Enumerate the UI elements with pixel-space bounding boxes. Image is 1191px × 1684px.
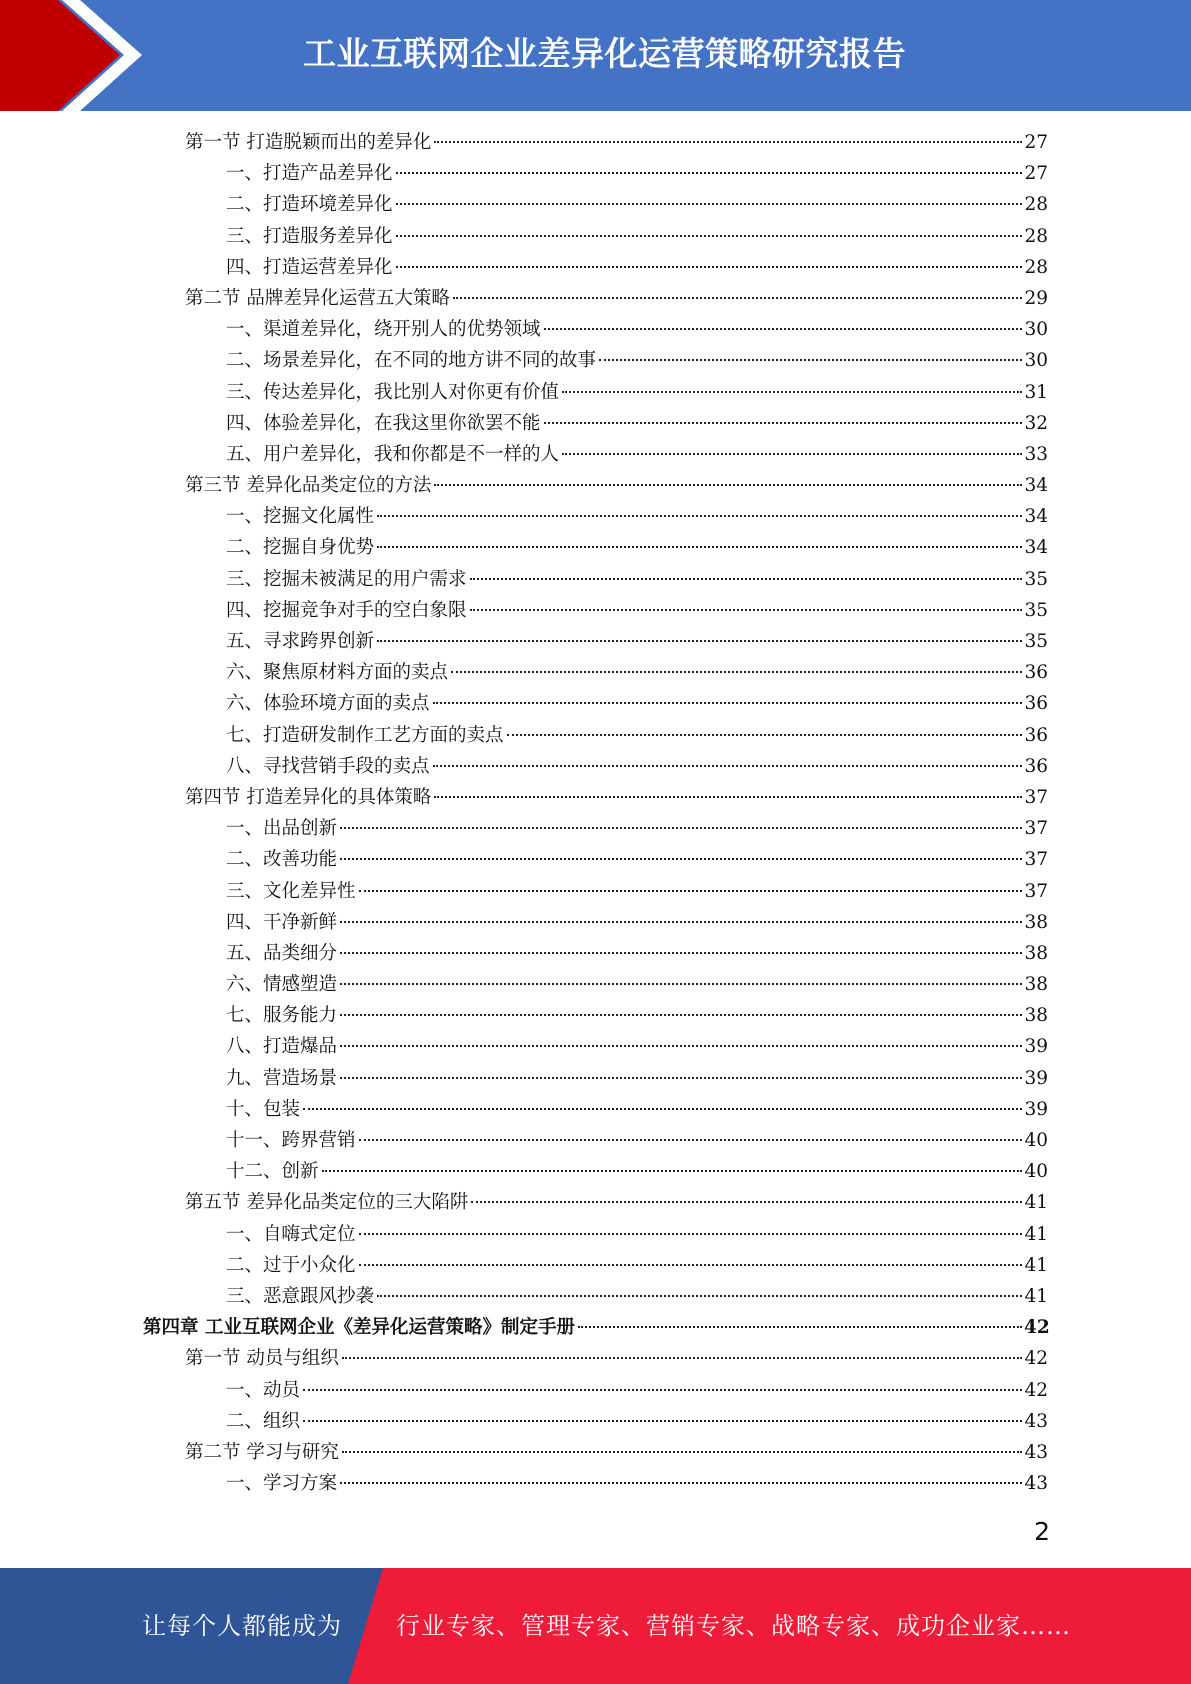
toc-dot-leader — [433, 702, 1022, 704]
toc-dot-leader — [342, 1357, 1022, 1359]
toc-entry-label: 五、寻求跨界创新 — [226, 631, 375, 652]
toc-dot-leader — [451, 671, 1022, 673]
toc-entry[interactable] — [0, 314, 1191, 345]
toc-entry[interactable] — [0, 907, 1191, 938]
toc-dot-leader — [377, 1295, 1022, 1297]
toc-entry[interactable] — [0, 377, 1191, 408]
toc-dot-leader — [396, 235, 1022, 237]
toc-dot-leader — [377, 640, 1022, 642]
toc-dot-leader — [599, 359, 1022, 361]
toc-entry-page: 35 — [1024, 631, 1048, 652]
toc-entry-label: 二、打造环境差异化 — [226, 194, 393, 216]
toc-entry-page: 35 — [1024, 568, 1048, 590]
toc-entry[interactable] — [0, 1468, 1191, 1499]
toc-dot-leader — [544, 422, 1022, 424]
toc-entry-label: 第二节 学习与研究 — [185, 1441, 339, 1463]
toc-entry[interactable] — [0, 1125, 1191, 1156]
toc-dot-leader — [340, 1014, 1022, 1016]
toc-entry-page: 38 — [1024, 942, 1048, 964]
toc-entry-page: 34 — [1024, 475, 1048, 497]
toc-entry-page: 43 — [1024, 1441, 1048, 1463]
toc-entry[interactable] — [0, 782, 1191, 813]
toc-entry[interactable] — [0, 626, 1191, 657]
toc-entry[interactable] — [0, 1281, 1191, 1312]
toc-entry[interactable] — [0, 969, 1191, 1000]
toc-dot-leader — [507, 734, 1022, 736]
toc-entry[interactable] — [0, 127, 1191, 158]
toc-entry-label: 七、打造研发制作工艺方面的卖点 — [226, 724, 504, 746]
toc-entry[interactable] — [0, 1219, 1191, 1250]
toc-entry[interactable] — [0, 876, 1191, 907]
toc-entry-page: 38 — [1024, 974, 1048, 996]
toc-entry-page: 39 — [1024, 1067, 1048, 1089]
toc-entry-label: 二、挖掘自身优势 — [226, 537, 375, 559]
toc-dot-leader — [340, 952, 1022, 954]
toc-entry-label: 一、出品创新 — [226, 818, 338, 840]
toc-dot-leader — [434, 484, 1022, 486]
toc-entry[interactable] — [0, 1375, 1191, 1406]
toc-entry-label: 二、改善功能 — [226, 849, 338, 871]
toc-dot-leader — [562, 391, 1022, 393]
toc-entry-page: 41 — [1024, 1223, 1048, 1245]
toc-entry-page: 30 — [1024, 350, 1048, 372]
toc-dot-leader — [433, 765, 1022, 767]
toc-entry-label: 第二节 品牌差异化运营五大策略 — [185, 287, 450, 309]
toc-entry-label: 第一节 动员与组织 — [185, 1348, 339, 1370]
toc-entry-page: 37 — [1024, 880, 1048, 902]
toc-entry[interactable] — [0, 1031, 1191, 1062]
toc-entry-page: 37 — [1024, 818, 1048, 840]
toc-dot-leader — [359, 1264, 1022, 1266]
toc-entry-page: 34 — [1024, 537, 1048, 559]
footer-slogan-right: 行业专家、管理专家、营销专家、战略专家、成功企业家…… — [396, 1612, 1071, 1640]
toc-entry-label: 五、品类细分 — [226, 942, 338, 964]
toc-entry-label: 七、服务能力 — [226, 1005, 338, 1027]
toc-entry[interactable] — [0, 813, 1191, 844]
toc-entry-label: 四、体验差异化，在我这里你欲罢不能 — [226, 412, 541, 434]
toc-dot-leader — [342, 1451, 1022, 1453]
toc-dot-leader — [562, 453, 1022, 455]
toc-entry-page: 31 — [1024, 381, 1048, 403]
toc-entry[interactable] — [0, 408, 1191, 439]
toc-entry-label: 第三节 差异化品类定位的方法 — [185, 475, 432, 497]
toc-entry[interactable] — [0, 501, 1191, 532]
toc-entry-page: 28 — [1024, 256, 1048, 278]
toc-dot-leader — [340, 1077, 1022, 1079]
toc-dot-leader — [359, 1139, 1022, 1141]
toc-entry-page: 36 — [1024, 662, 1048, 684]
toc-entry-label: 三、文化差异性 — [226, 880, 356, 902]
toc-entry[interactable] — [0, 688, 1191, 719]
toc-entry-page: 29 — [1024, 287, 1048, 309]
toc-entry-page: 39 — [1024, 1036, 1048, 1058]
toc-entry-label: 一、自嗨式定位 — [226, 1223, 356, 1245]
toc-entry[interactable] — [0, 1343, 1191, 1374]
toc-entry[interactable] — [0, 1437, 1191, 1468]
toc-dot-leader — [544, 328, 1022, 330]
toc-entry-label: 三、打造服务差异化 — [226, 225, 393, 247]
toc-entry-label: 三、挖掘未被满足的用户需求 — [226, 568, 467, 590]
toc-entry-page: 27 — [1024, 163, 1048, 185]
toc-entry-page: 37 — [1024, 786, 1048, 808]
toc-entry[interactable] — [0, 1406, 1191, 1437]
toc-dot-leader — [470, 578, 1022, 580]
toc-entry[interactable] — [0, 252, 1191, 283]
toc-entry-label: 四、干净新鲜 — [226, 911, 338, 933]
toc-entry[interactable] — [0, 439, 1191, 470]
toc-entry-page: 36 — [1024, 755, 1048, 777]
footer-slogan-left: 让每个人都能成为 — [142, 1612, 342, 1640]
toc-entry-label: 十、包装 — [226, 1098, 301, 1120]
toc-dot-leader — [303, 1389, 1022, 1391]
table-of-contents — [0, 127, 1191, 1499]
toc-entry-page: 27 — [1024, 132, 1048, 153]
toc-entry[interactable] — [0, 564, 1191, 595]
toc-entry[interactable] — [0, 1250, 1191, 1281]
toc-entry-page: 33 — [1024, 443, 1048, 465]
toc-entry-page: 37 — [1024, 849, 1048, 871]
toc-entry[interactable] — [0, 657, 1191, 688]
toc-entry-label: 一、挖掘文化属性 — [226, 506, 375, 528]
toc-entry-label: 三、恶意跟风抄袭 — [226, 1285, 375, 1307]
toc-entry-page: 42 — [1024, 1348, 1048, 1370]
toc-dot-leader — [377, 515, 1022, 517]
toc-dot-leader — [453, 297, 1022, 299]
toc-dot-leader — [434, 141, 1022, 143]
toc-entry-label: 第五节 差异化品类定位的三大陷阱 — [185, 1192, 469, 1214]
toc-entry-label: 十一、跨界营销 — [226, 1130, 356, 1151]
toc-entry[interactable] — [0, 221, 1191, 252]
toc-entry-page: 43 — [1024, 1410, 1048, 1432]
toc-entry-label: 一、渠道差异化，绕开别人的优势领域 — [226, 319, 541, 341]
toc-entry-label: 二、场景差异化，在不同的地方讲不同的故事 — [226, 350, 597, 372]
toc-dot-leader — [396, 203, 1022, 205]
toc-entry[interactable] — [0, 1000, 1191, 1031]
toc-entry-page: 42 — [1024, 1379, 1048, 1401]
toc-entry[interactable] — [0, 283, 1191, 314]
toc-dot-leader — [340, 827, 1022, 829]
page-header — [0, 0, 1191, 111]
toc-entry-label: 第四章 工业互联网企业《差异化运营策略》制定手册 — [143, 1317, 575, 1339]
toc-dot-leader — [303, 1108, 1022, 1110]
toc-dot-leader — [359, 1233, 1022, 1235]
toc-entry-page: 41 — [1024, 1254, 1048, 1276]
toc-entry[interactable] — [0, 345, 1191, 376]
toc-entry[interactable] — [0, 844, 1191, 875]
toc-entry[interactable] — [0, 1312, 1191, 1343]
toc-entry-page: 39 — [1024, 1098, 1048, 1120]
toc-entry-page: 28 — [1024, 194, 1048, 216]
toc-entry-label: 二、过于小众化 — [226, 1254, 356, 1276]
toc-dot-leader — [322, 1170, 1022, 1172]
toc-entry[interactable] — [0, 158, 1191, 189]
toc-entry-page: 35 — [1024, 599, 1048, 621]
toc-entry-label: 一、学习方案 — [226, 1473, 338, 1495]
toc-entry-label: 第四节 打造差异化的具体策略 — [185, 786, 432, 808]
toc-entry-page: 42 — [1024, 1317, 1050, 1339]
toc-entry-label: 六、聚焦原材料方面的卖点 — [226, 662, 449, 684]
toc-entry-label: 九、营造场景 — [226, 1067, 338, 1089]
toc-dot-leader — [434, 796, 1022, 798]
toc-entry-page: 28 — [1024, 225, 1048, 247]
toc-entry-label: 三、传达差异化，我比别人对你更有价值 — [226, 381, 560, 403]
toc-entry[interactable] — [0, 470, 1191, 501]
toc-dot-leader — [303, 1420, 1022, 1422]
toc-dot-leader — [578, 1326, 1022, 1328]
toc-entry[interactable] — [0, 595, 1191, 626]
toc-dot-leader — [359, 890, 1022, 892]
toc-dot-leader — [340, 983, 1022, 985]
toc-entry-label: 二、组织 — [226, 1410, 301, 1432]
toc-dot-leader — [470, 609, 1022, 611]
toc-entry-label: 五、用户差异化，我和你都是不一样的人 — [226, 443, 560, 465]
toc-entry-label: 六、体验环境方面的卖点 — [226, 693, 430, 715]
toc-entry-label: 第一节 打造脱颖而出的差异化 — [185, 132, 432, 153]
toc-entry-page: 40 — [1024, 1161, 1048, 1183]
toc-entry-label: 六、情感塑造 — [226, 974, 338, 996]
toc-dot-leader — [340, 921, 1022, 923]
toc-entry[interactable] — [0, 189, 1191, 220]
page-number: 2 — [1034, 1517, 1050, 1546]
toc-entry-label: 四、挖掘竞争对手的空白象限 — [226, 599, 467, 621]
toc-entry-page: 30 — [1024, 319, 1048, 341]
toc-entry[interactable] — [0, 1187, 1191, 1218]
toc-dot-leader — [340, 1045, 1022, 1047]
toc-entry-page: 38 — [1024, 1005, 1048, 1027]
toc-entry[interactable] — [0, 751, 1191, 782]
toc-entry-label: 八、打造爆品 — [226, 1036, 338, 1058]
toc-entry-page: 43 — [1024, 1473, 1048, 1495]
toc-entry-label: 一、打造产品差异化 — [226, 163, 393, 185]
toc-entry[interactable] — [0, 1063, 1191, 1094]
toc-dot-leader — [340, 858, 1022, 860]
toc-entry-page: 32 — [1024, 412, 1048, 434]
toc-entry-page: 36 — [1024, 693, 1048, 715]
toc-entry-label: 十二、创新 — [226, 1161, 319, 1183]
toc-entry[interactable] — [0, 720, 1191, 751]
toc-dot-leader — [396, 172, 1022, 174]
toc-entry-page: 40 — [1024, 1130, 1048, 1151]
toc-entry-page: 41 — [1024, 1285, 1048, 1307]
toc-entry-page: 41 — [1024, 1192, 1048, 1214]
toc-entry-page: 34 — [1024, 506, 1048, 528]
toc-entry-label: 八、寻找营销手段的卖点 — [226, 755, 430, 777]
toc-dot-leader — [471, 1201, 1022, 1203]
toc-entry[interactable] — [0, 938, 1191, 969]
toc-dot-leader — [377, 546, 1022, 548]
toc-dot-leader — [340, 1482, 1022, 1484]
toc-entry[interactable] — [0, 1094, 1191, 1125]
toc-entry[interactable] — [0, 1156, 1191, 1187]
toc-entry-label: 四、打造运营差异化 — [226, 256, 393, 278]
toc-entry-page: 36 — [1024, 724, 1048, 746]
toc-entry-page: 38 — [1024, 911, 1048, 933]
document-title: 工业互联网企业差异化运营策略研究报告 — [303, 34, 906, 73]
page-footer — [0, 1568, 1191, 1684]
toc-entry-label: 一、动员 — [226, 1379, 301, 1401]
toc-entry[interactable] — [0, 532, 1191, 563]
toc-dot-leader — [396, 266, 1022, 268]
